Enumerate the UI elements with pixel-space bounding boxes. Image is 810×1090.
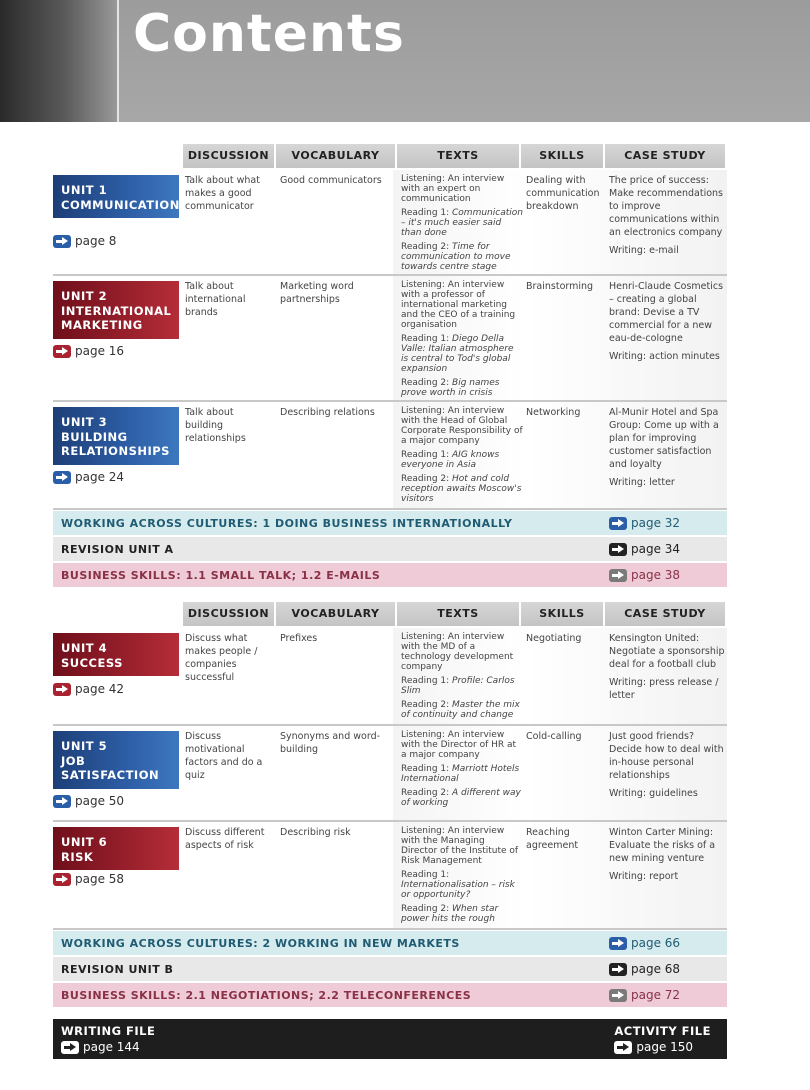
arrow-right-icon xyxy=(609,963,627,976)
section-band[interactable] xyxy=(53,537,727,561)
section-band[interactable] xyxy=(53,957,727,981)
band-page-link[interactable] xyxy=(609,988,727,1002)
unit-row xyxy=(53,276,727,402)
unit-row xyxy=(53,628,727,726)
unit-page-number: page 24 xyxy=(75,470,125,484)
vocabulary-cell: Good communicators xyxy=(280,175,382,186)
arrow-right-icon xyxy=(53,471,71,484)
unit-title-line: MARKETING xyxy=(61,318,143,332)
text-entry xyxy=(401,764,523,784)
skills-cell: Dealing with communication breakdown xyxy=(526,175,600,212)
discussion-cell: Talk about what makes a good communicator xyxy=(185,175,260,212)
text-entry-title: When star power hits the rough xyxy=(401,904,499,924)
text-entry xyxy=(401,406,523,446)
case-study-line: Winton Carter Mining: Evaluate the risks of a new mining venture xyxy=(609,827,716,864)
unit-title-line: UNIT 2 xyxy=(61,289,108,303)
case-study-cell xyxy=(609,826,727,883)
text-entry-label: Reading 2: xyxy=(401,788,453,798)
skills-cell: Networking xyxy=(526,407,581,418)
band-page-link[interactable] xyxy=(609,542,727,556)
case-study-cell xyxy=(609,632,727,702)
text-entry xyxy=(401,632,523,672)
case-study-line: Henri-Claude Cosmetics – creating a global brand: Devise a TV commercial for a new eau-de-cologne xyxy=(609,281,724,344)
text-entry-label: Listening: An interview with the Head of Global Corporate Responsibility of a major company xyxy=(401,406,523,446)
column-header-row xyxy=(181,602,725,626)
page-title: Contents xyxy=(133,4,405,64)
unit-title-line: RELATIONSHIPS xyxy=(61,444,170,458)
text-entry xyxy=(401,904,523,924)
text-entry-label: Reading 1: xyxy=(401,450,453,460)
text-entry-label: Listening: An interview with a professor of international marketing and the CEO of a training organisation xyxy=(401,280,516,330)
case-study-line: Kensington United: Negotiate a sponsorship deal for a football club xyxy=(609,633,725,670)
case-study-line: Writing: press release / letter xyxy=(609,677,719,701)
skills-cell: Negotiating xyxy=(526,633,582,644)
vocabulary-cell: Describing risk xyxy=(280,827,351,838)
unit-title-line: BUILDING xyxy=(61,429,128,444)
text-entry-label: Listening: An interview with an expert on communication xyxy=(401,174,505,204)
band-label: REVISION UNIT A xyxy=(61,542,174,556)
vocabulary-cell: Synonyms and word-building xyxy=(280,731,381,755)
text-entry xyxy=(401,870,523,900)
arrow-right-icon xyxy=(53,873,71,886)
band-page-link[interactable] xyxy=(609,568,727,582)
texts-cell xyxy=(401,280,523,398)
text-entry xyxy=(401,378,523,398)
case-study-line: Writing: letter xyxy=(609,477,675,488)
unit-title-line: SATISFACTION xyxy=(61,768,160,782)
unit-title-box[interactable] xyxy=(53,633,179,676)
text-entry-title: Time for communication to move towards centre stage xyxy=(401,242,511,272)
arrow-right-icon xyxy=(614,1041,632,1054)
writing-file[interactable] xyxy=(61,1024,155,1054)
text-entry-title: A different way of working xyxy=(401,788,521,808)
case-study-cell xyxy=(609,174,727,257)
text-entry-label: Reading 1: xyxy=(401,676,453,686)
activity-file[interactable] xyxy=(614,1024,711,1054)
arrow-right-icon xyxy=(53,683,71,696)
unit-page-link[interactable] xyxy=(53,234,116,248)
band-page-number: page 68 xyxy=(631,962,681,976)
skills-cell: Reaching agreement xyxy=(526,827,579,851)
text-entry-label: Reading 2: xyxy=(401,474,453,484)
text-entry-title: Profile: Carlos Slim xyxy=(401,676,515,696)
column-header-texts: TEXTS xyxy=(395,144,519,168)
unit-title-line: RISK xyxy=(61,849,94,864)
text-entry-title: Marriott Hotels International xyxy=(401,764,520,784)
text-entry-title: Diego Della Valle: Italian atmosphere is central to Tod's global expansion xyxy=(401,334,514,374)
band-page-link[interactable] xyxy=(609,936,727,950)
column-header-vocabulary: VOCABULARY xyxy=(274,602,395,626)
band-label: WORKING ACROSS CULTURES: 2 WORKING IN NEW MARKETS xyxy=(61,936,460,950)
column-header-discussion: DISCUSSION xyxy=(181,144,274,168)
unit-title-box[interactable] xyxy=(53,175,179,218)
section-band[interactable] xyxy=(53,511,727,535)
unit-page-number: page 50 xyxy=(75,794,125,808)
band-page-number: page 34 xyxy=(631,542,681,556)
discussion-cell: Talk about international brands xyxy=(185,281,246,318)
unit-title-box[interactable] xyxy=(53,407,179,465)
column-header-case-study: CASE STUDY xyxy=(603,144,725,168)
vocabulary-cell: Describing relations xyxy=(280,407,375,418)
text-entry xyxy=(401,208,523,238)
text-entry xyxy=(401,174,523,204)
text-entry-label: Reading 2: xyxy=(401,904,453,914)
text-entry xyxy=(401,826,523,866)
text-entry-title: Communication – it's much easier said than done xyxy=(401,208,523,238)
unit-page-number: page 42 xyxy=(75,682,125,696)
arrow-right-icon xyxy=(53,345,71,358)
case-study-line: The price of success: Make recommendations to improve communications within an electronics company xyxy=(609,175,723,238)
texts-cell xyxy=(401,826,523,924)
case-study-line: Writing: report xyxy=(609,871,679,882)
unit-title-line: INTERNATIONAL xyxy=(61,303,172,318)
texts-cell xyxy=(401,406,523,504)
text-entry-label: Reading 1: xyxy=(401,334,453,344)
arrow-right-icon xyxy=(53,795,71,808)
unit-title-line: COMMUNICATION xyxy=(61,197,180,212)
section-band[interactable] xyxy=(53,931,727,955)
column-header-texts: TEXTS xyxy=(395,602,519,626)
band-label: BUSINESS SKILLS: 2.1 NEGOTIATIONS; 2.2 TELECONFERENCES xyxy=(61,988,472,1002)
case-study-line: Al-Munir Hotel and Spa Group: Come up with a plan for improving customer satisfaction and loyalty xyxy=(609,407,719,470)
column-header-skills: SKILLS xyxy=(519,602,603,626)
unit-page-link[interactable] xyxy=(53,794,124,808)
band-page-link[interactable] xyxy=(609,516,727,530)
case-study-line: Writing: guidelines xyxy=(609,788,698,799)
arrow-right-icon xyxy=(609,937,627,950)
text-entry-label: Reading 2: xyxy=(401,242,453,252)
texts-cell xyxy=(401,632,523,720)
unit-page-number: page 16 xyxy=(75,344,125,358)
text-entry-label: Listening: An interview with the Director of HR at a major company xyxy=(401,730,517,760)
arrow-right-icon xyxy=(609,543,627,556)
discussion-cell: Discuss what makes people / companies successful xyxy=(185,633,258,683)
band-label: REVISION UNIT B xyxy=(61,962,174,976)
unit-row xyxy=(53,726,727,822)
arrow-right-icon xyxy=(53,235,71,248)
arrow-right-icon xyxy=(61,1041,79,1054)
text-entry-title: Big names prove worth in crisis xyxy=(401,378,500,398)
section-band[interactable] xyxy=(53,983,727,1007)
text-entry xyxy=(401,730,523,760)
activity-file-page: page 150 xyxy=(636,1040,694,1054)
section-band[interactable] xyxy=(53,563,727,587)
band-page-link[interactable] xyxy=(609,962,727,976)
header-dark-block xyxy=(0,0,118,122)
text-entry-label: Listening: An interview with the MD of a technology development company xyxy=(401,632,514,672)
case-study-cell xyxy=(609,280,727,363)
band-page-number: page 38 xyxy=(631,568,681,582)
unit-page-number: page 58 xyxy=(75,872,125,886)
unit-title-line: UNIT 1 xyxy=(61,183,108,197)
text-entry xyxy=(401,334,523,374)
text-entry-label: Reading 1: xyxy=(401,208,453,218)
footer-bar xyxy=(53,1019,727,1059)
unit-title-line: UNIT 5 xyxy=(61,739,108,753)
text-entry-title: Master the mix of continuity and change xyxy=(401,700,520,720)
unit-page-link[interactable] xyxy=(53,682,124,696)
text-entry-label: Reading 2: xyxy=(401,378,453,388)
texts-cell xyxy=(401,730,523,808)
unit-title-line: SUCCESS xyxy=(61,655,123,670)
column-header-row xyxy=(181,144,725,168)
band-label: BUSINESS SKILLS: 1.1 SMALL TALK; 1.2 E-MAILS xyxy=(61,568,381,582)
text-entry xyxy=(401,676,523,696)
arrow-right-icon xyxy=(609,989,627,1002)
text-entry xyxy=(401,450,523,470)
header-divider xyxy=(117,0,119,122)
skills-cell: Brainstorming xyxy=(526,281,594,292)
unit-title-line: JOB xyxy=(61,753,86,768)
unit-title-box[interactable] xyxy=(53,731,179,789)
text-entry-label: Listening: An interview with the Managing Director of the Institute of Risk Management xyxy=(401,826,519,866)
case-study-line: Just good friends? Decide how to deal with in-house personal relationships xyxy=(609,731,724,781)
unit-row xyxy=(53,170,727,276)
text-entry-title: Hot and cold reception awaits Moscow's visitors xyxy=(401,474,522,504)
unit-page-link[interactable] xyxy=(53,470,124,484)
column-header-case-study: CASE STUDY xyxy=(603,602,725,626)
writing-file-label: WRITING FILE xyxy=(61,1024,156,1038)
text-entry-title: AIG knows everyone in Asia xyxy=(401,450,500,470)
case-study-line: Writing: action minutes xyxy=(609,351,720,362)
text-entry-label: Reading 1: xyxy=(401,870,450,880)
unit-row xyxy=(53,822,727,930)
arrow-right-icon xyxy=(609,517,627,530)
column-header-skills: SKILLS xyxy=(519,144,603,168)
case-study-cell xyxy=(609,406,727,489)
text-entry-title: Internationalisation – risk or opportunity? xyxy=(401,880,515,900)
case-study-line: Writing: e-mail xyxy=(609,245,679,256)
discussion-cell: Discuss different aspects of risk xyxy=(185,827,265,851)
unit-page-link[interactable] xyxy=(53,344,124,358)
texts-cell xyxy=(401,174,523,272)
arrow-right-icon xyxy=(609,569,627,582)
unit-title-line: UNIT 4 xyxy=(61,641,108,655)
unit-title-box[interactable] xyxy=(53,827,179,870)
discussion-cell: Discuss motivational factors and do a quiz xyxy=(185,731,263,781)
text-entry-label: Reading 2: xyxy=(401,700,453,710)
band-page-number: page 32 xyxy=(631,516,681,530)
unit-row xyxy=(53,402,727,510)
vocabulary-cell: Marketing word partnerships xyxy=(280,281,354,305)
column-header-vocabulary: VOCABULARY xyxy=(274,144,395,168)
unit-title-box[interactable] xyxy=(53,281,179,339)
page-header xyxy=(0,0,810,122)
case-study-cell xyxy=(609,730,727,800)
discussion-cell: Talk about building relationships xyxy=(185,407,246,444)
unit-title-line: UNIT 6 xyxy=(61,835,108,849)
writing-file-page: page 144 xyxy=(83,1040,140,1054)
text-entry-label: Reading 1: xyxy=(401,764,453,774)
text-entry xyxy=(401,242,523,272)
band-page-number: page 66 xyxy=(631,936,681,950)
unit-title-line: UNIT 3 xyxy=(61,415,108,429)
activity-file-label: ACTIVITY FILE xyxy=(614,1024,711,1038)
band-page-number: page 72 xyxy=(631,988,681,1002)
vocabulary-cell: Prefixes xyxy=(280,633,318,644)
unit-page-number: page 8 xyxy=(75,234,117,248)
text-entry xyxy=(401,700,523,720)
text-entry xyxy=(401,788,523,808)
text-entry xyxy=(401,474,523,504)
unit-page-link[interactable] xyxy=(53,872,124,886)
band-label: WORKING ACROSS CULTURES: 1 DOING BUSINESS INTERNATIONALLY xyxy=(61,516,513,530)
column-header-discussion: DISCUSSION xyxy=(181,602,274,626)
text-entry xyxy=(401,280,523,330)
skills-cell: Cold-calling xyxy=(526,731,582,742)
